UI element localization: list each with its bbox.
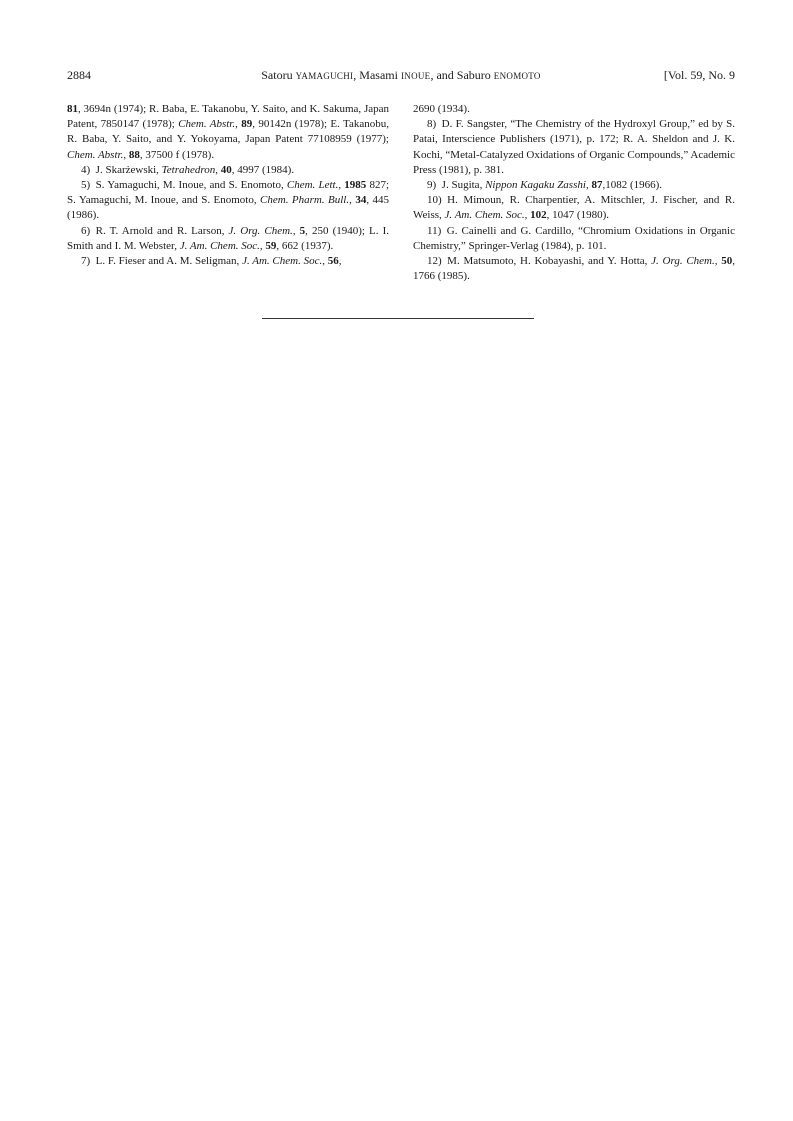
reference-number: 9) — [427, 179, 437, 192]
volume-number: 81 — [67, 103, 78, 115]
reference-text: J. Skarżewski, — [95, 163, 162, 176]
volume-number: 89 — [241, 118, 253, 131]
reference-text: , — [322, 255, 328, 268]
journal-title: Chem. Pharm. Bull. — [260, 194, 350, 207]
reference-text: , — [235, 118, 242, 131]
reference-text: , — [123, 148, 129, 161]
running-header — [67, 67, 735, 83]
reference-entry — [67, 163, 389, 178]
reference-text: , — [338, 179, 345, 192]
reference-text: R. T. Arnold and R. Larson, — [95, 224, 229, 237]
volume-number: 34 — [355, 194, 367, 207]
reference-text: , 3694n (1974); R. Baba, E. Takanobu, Y. Saito, and K. Sakuma, Japan Patent, 7850147 (1978); — [67, 103, 389, 131]
journal-title: J. Am. Chem. Soc. — [179, 239, 260, 252]
reference-entry — [413, 193, 735, 223]
reference-entry — [413, 224, 735, 254]
reference-number: 5) — [81, 179, 91, 192]
volume-number: 87 — [591, 179, 603, 192]
reference-text: J. Sugita, — [441, 179, 486, 192]
reference-number: 4) — [81, 163, 91, 176]
journal-title: Chem. Lett. — [286, 179, 339, 192]
reference-continuation — [413, 102, 735, 117]
reference-number: 12) — [427, 255, 442, 268]
running-title: Satoru YAMAGUCHI, Masami INOUE, and Saburo ENOMOTO — [261, 68, 541, 82]
reference-number: 6) — [81, 224, 91, 237]
volume-number: 56 — [327, 255, 339, 268]
journal-title: J. Org. Chem. — [228, 224, 293, 237]
reference-text: , — [524, 209, 531, 222]
reference-text: , — [215, 163, 221, 176]
reference-entry — [413, 254, 735, 284]
reference-text: , 37500 f (1978). — [139, 148, 215, 161]
reference-text: , — [338, 255, 342, 268]
page-number: 2884 — [67, 68, 91, 82]
references-left-column — [67, 102, 389, 269]
volume-number: 5 — [299, 224, 306, 237]
author-1-family-name: YAMAGUCHI — [295, 71, 354, 81]
reference-text: H. Mimoun, R. Charpentier, A. Mitschler, J. Fischer, and R. Weiss, — [413, 194, 735, 222]
reference-text: , — [349, 194, 356, 207]
volume-info: [Vol. 59, No. 9 — [663, 68, 735, 82]
author-1-given-name: Satoru — [261, 68, 293, 82]
journal-title: Chem. Abstr. — [178, 118, 236, 131]
author-3-family-name: ENOMOTO — [493, 71, 541, 81]
reference-entry — [67, 254, 389, 269]
reference-text: L. F. Fieser and A. M. Seligman, — [95, 255, 243, 268]
volume-number: 1985 — [344, 179, 367, 192]
reference-number: 7) — [81, 255, 91, 268]
reference-text: , 4997 (1984). — [231, 163, 295, 176]
reference-text: , — [585, 179, 592, 192]
volume-number: 50 — [721, 255, 733, 268]
reference-text: , 90142n (1978); E. Takanobu, R. Baba, Y. Saito, and Y. Yokoyama, Japan Patent 77108959 (1977); — [67, 118, 389, 146]
author-3-given-name: Saburo — [456, 68, 491, 82]
reference-text: ,1082 (1966). — [602, 179, 663, 192]
volume-number: 40 — [220, 163, 232, 176]
volume-number: 102 — [530, 209, 547, 222]
reference-text: , 250 (1940); L. I. Smith and I. M. Webster, — [67, 224, 389, 252]
reference-entry — [67, 178, 389, 224]
reference-text: , — [714, 255, 722, 268]
reference-text: M. Matsumoto, H. Kobayashi, and Y. Hotta, — [447, 255, 652, 268]
reference-text: S. Yamaguchi, M. Inoue, and S. Enomoto, — [95, 179, 287, 192]
end-of-article-rule — [262, 318, 534, 319]
reference-entry — [413, 178, 735, 193]
reference-number: 10) — [427, 194, 442, 207]
reference-text: , 662 (1937). — [276, 239, 334, 252]
journal-title: Nippon Kagaku Zasshi — [485, 179, 586, 192]
reference-text: , 445 (1986). — [67, 194, 389, 222]
journal-title: J. Org. Chem. — [651, 255, 715, 268]
journal-title: J. Am. Chem. Soc. — [242, 255, 323, 268]
author-2-family-name: INOUE — [400, 71, 431, 81]
conjunction: and — [436, 68, 454, 82]
references-right-column — [413, 102, 735, 284]
reference-text: , — [292, 224, 300, 237]
reference-text: , — [259, 239, 266, 252]
journal-title: Tetrahedron — [161, 163, 216, 176]
reference-number: 11) — [427, 224, 442, 237]
reference-number: 8) — [427, 118, 437, 131]
reference-text: , 1047 (1980). — [546, 209, 609, 222]
reference-entry — [67, 224, 389, 254]
reference-continuation — [67, 102, 389, 163]
volume-number: 59 — [265, 239, 277, 252]
reference-text: D. F. Sangster, “The Chemistry of the Hydroxyl Group,” ed by S. Patai, Interscience Publishers (1971), p. 172; R. A. Sheldon and J. K. Kochi, “Metal-Catalyzed Oxidations of Organic Compounds,” Academic Press (1981), p. 381. — [413, 118, 735, 176]
volume-number: 88 — [128, 148, 140, 161]
journal-title: J. Am. Chem. Soc. — [444, 209, 525, 222]
reference-text: 827; S. Yamaguchi, M. Inoue, and S. Enomoto, — [67, 179, 389, 207]
reference-text: G. Cainelli and G. Cardillo, “Chromium Oxidations in Organic Chemistry,” Springer-Verlag (1984), p. 101. — [413, 224, 735, 252]
author-2-given-name: Masami — [359, 68, 398, 82]
journal-title: Chem. Abstr. — [67, 148, 124, 161]
reference-text: 2690 (1934). — [413, 103, 470, 115]
reference-text: , 1766 (1985). — [413, 255, 735, 283]
reference-entry — [413, 117, 735, 178]
